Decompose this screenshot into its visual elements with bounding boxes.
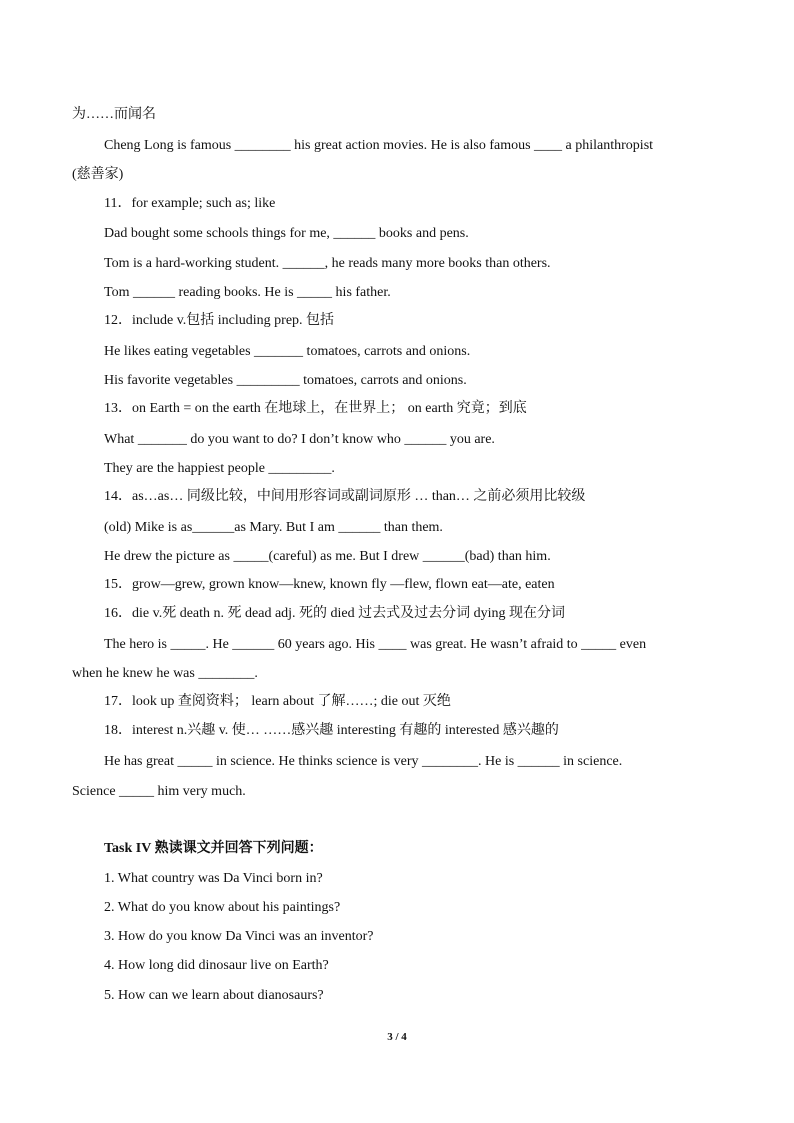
exercise-line: (慈善家)	[72, 167, 124, 182]
item-13-heading: 13．on Earth = on the earth 在地球上，在世界上； on earth 究竟；到底	[104, 401, 527, 416]
item-14-heading: 14．as…as… 同级比较，中间用形容词或副词原形 … than… 之前必须用比较级	[104, 489, 586, 504]
item-17-heading: 17．look up 查阅资料； learn about 了解……; die out 灭绝	[104, 694, 451, 709]
exercise-line: Cheng Long is famous ________ his great action movies. He is also famous ____ a philanthropist	[104, 138, 654, 153]
exercise-line: His favorite vegetables _________ tomatoes, carrots and onions.	[104, 373, 467, 388]
exercise-line: The hero is _____. He ______ 60 years ago. His ____ was great. He wasn’t afraid to _____ even	[104, 637, 647, 652]
question-item: 4. How long did dinosaur live on Earth?	[104, 958, 329, 973]
exercise-line: when he knew he was ________.	[72, 666, 258, 681]
exercise-line: He has great _____ in science. He thinks science is very ________. He is ______ in science.	[104, 754, 623, 769]
exercise-line: What _______ do you want to do? I don’t know who ______ you are.	[104, 432, 495, 447]
exercise-line: Science _____ him very much.	[72, 784, 246, 799]
heading-famous-for: 为……而闻名	[72, 107, 156, 122]
question-item: 2. What do you know about his paintings?	[104, 900, 341, 915]
exercise-line: Tom is a hard-working student. ______, he reads many more books than others.	[104, 256, 551, 271]
task-iv-heading: Task IV 熟读课文并回答下列问题：	[104, 841, 323, 856]
question-item: 1. What country was Da Vinci born in?	[104, 871, 323, 886]
exercise-line: He drew the picture as _____(careful) as me. But I drew ______(bad) than him.	[104, 549, 551, 564]
page-number: 3 / 4	[387, 1031, 407, 1043]
item-11-heading: 11．for example; such as; like	[104, 196, 276, 211]
item-18-heading: 18．interest n.兴趣 v. 使… ……感兴趣 interesting 有趣的 interested 感兴趣的	[104, 723, 559, 738]
exercise-line: Dad bought some schools things for me, ______ books and pens.	[104, 226, 469, 241]
question-item: 3. How do you know Da Vinci was an inventor?	[104, 929, 374, 944]
question-item: 5. How can we learn about dianosaurs?	[104, 988, 324, 1003]
exercise-line: They are the happiest people _________.	[104, 461, 335, 476]
exercise-line: (old) Mike is as______as Mary. But I am ______ than them.	[104, 520, 443, 535]
item-12-heading: 12．include v.包括 including prep. 包括	[104, 313, 335, 328]
item-16-heading: 16．die v.死 death n. 死 dead adj. 死的 died 过去式及过去分词 dying 现在分词	[104, 606, 566, 621]
exercise-line: Tom ______ reading books. He is _____ his father.	[104, 285, 391, 300]
exercise-line: He likes eating vegetables _______ tomatoes, carrots and onions.	[104, 344, 471, 359]
item-15-heading: 15．grow—grew, grown know—knew, known fly —flew, flown eat—ate, eaten	[104, 577, 555, 592]
